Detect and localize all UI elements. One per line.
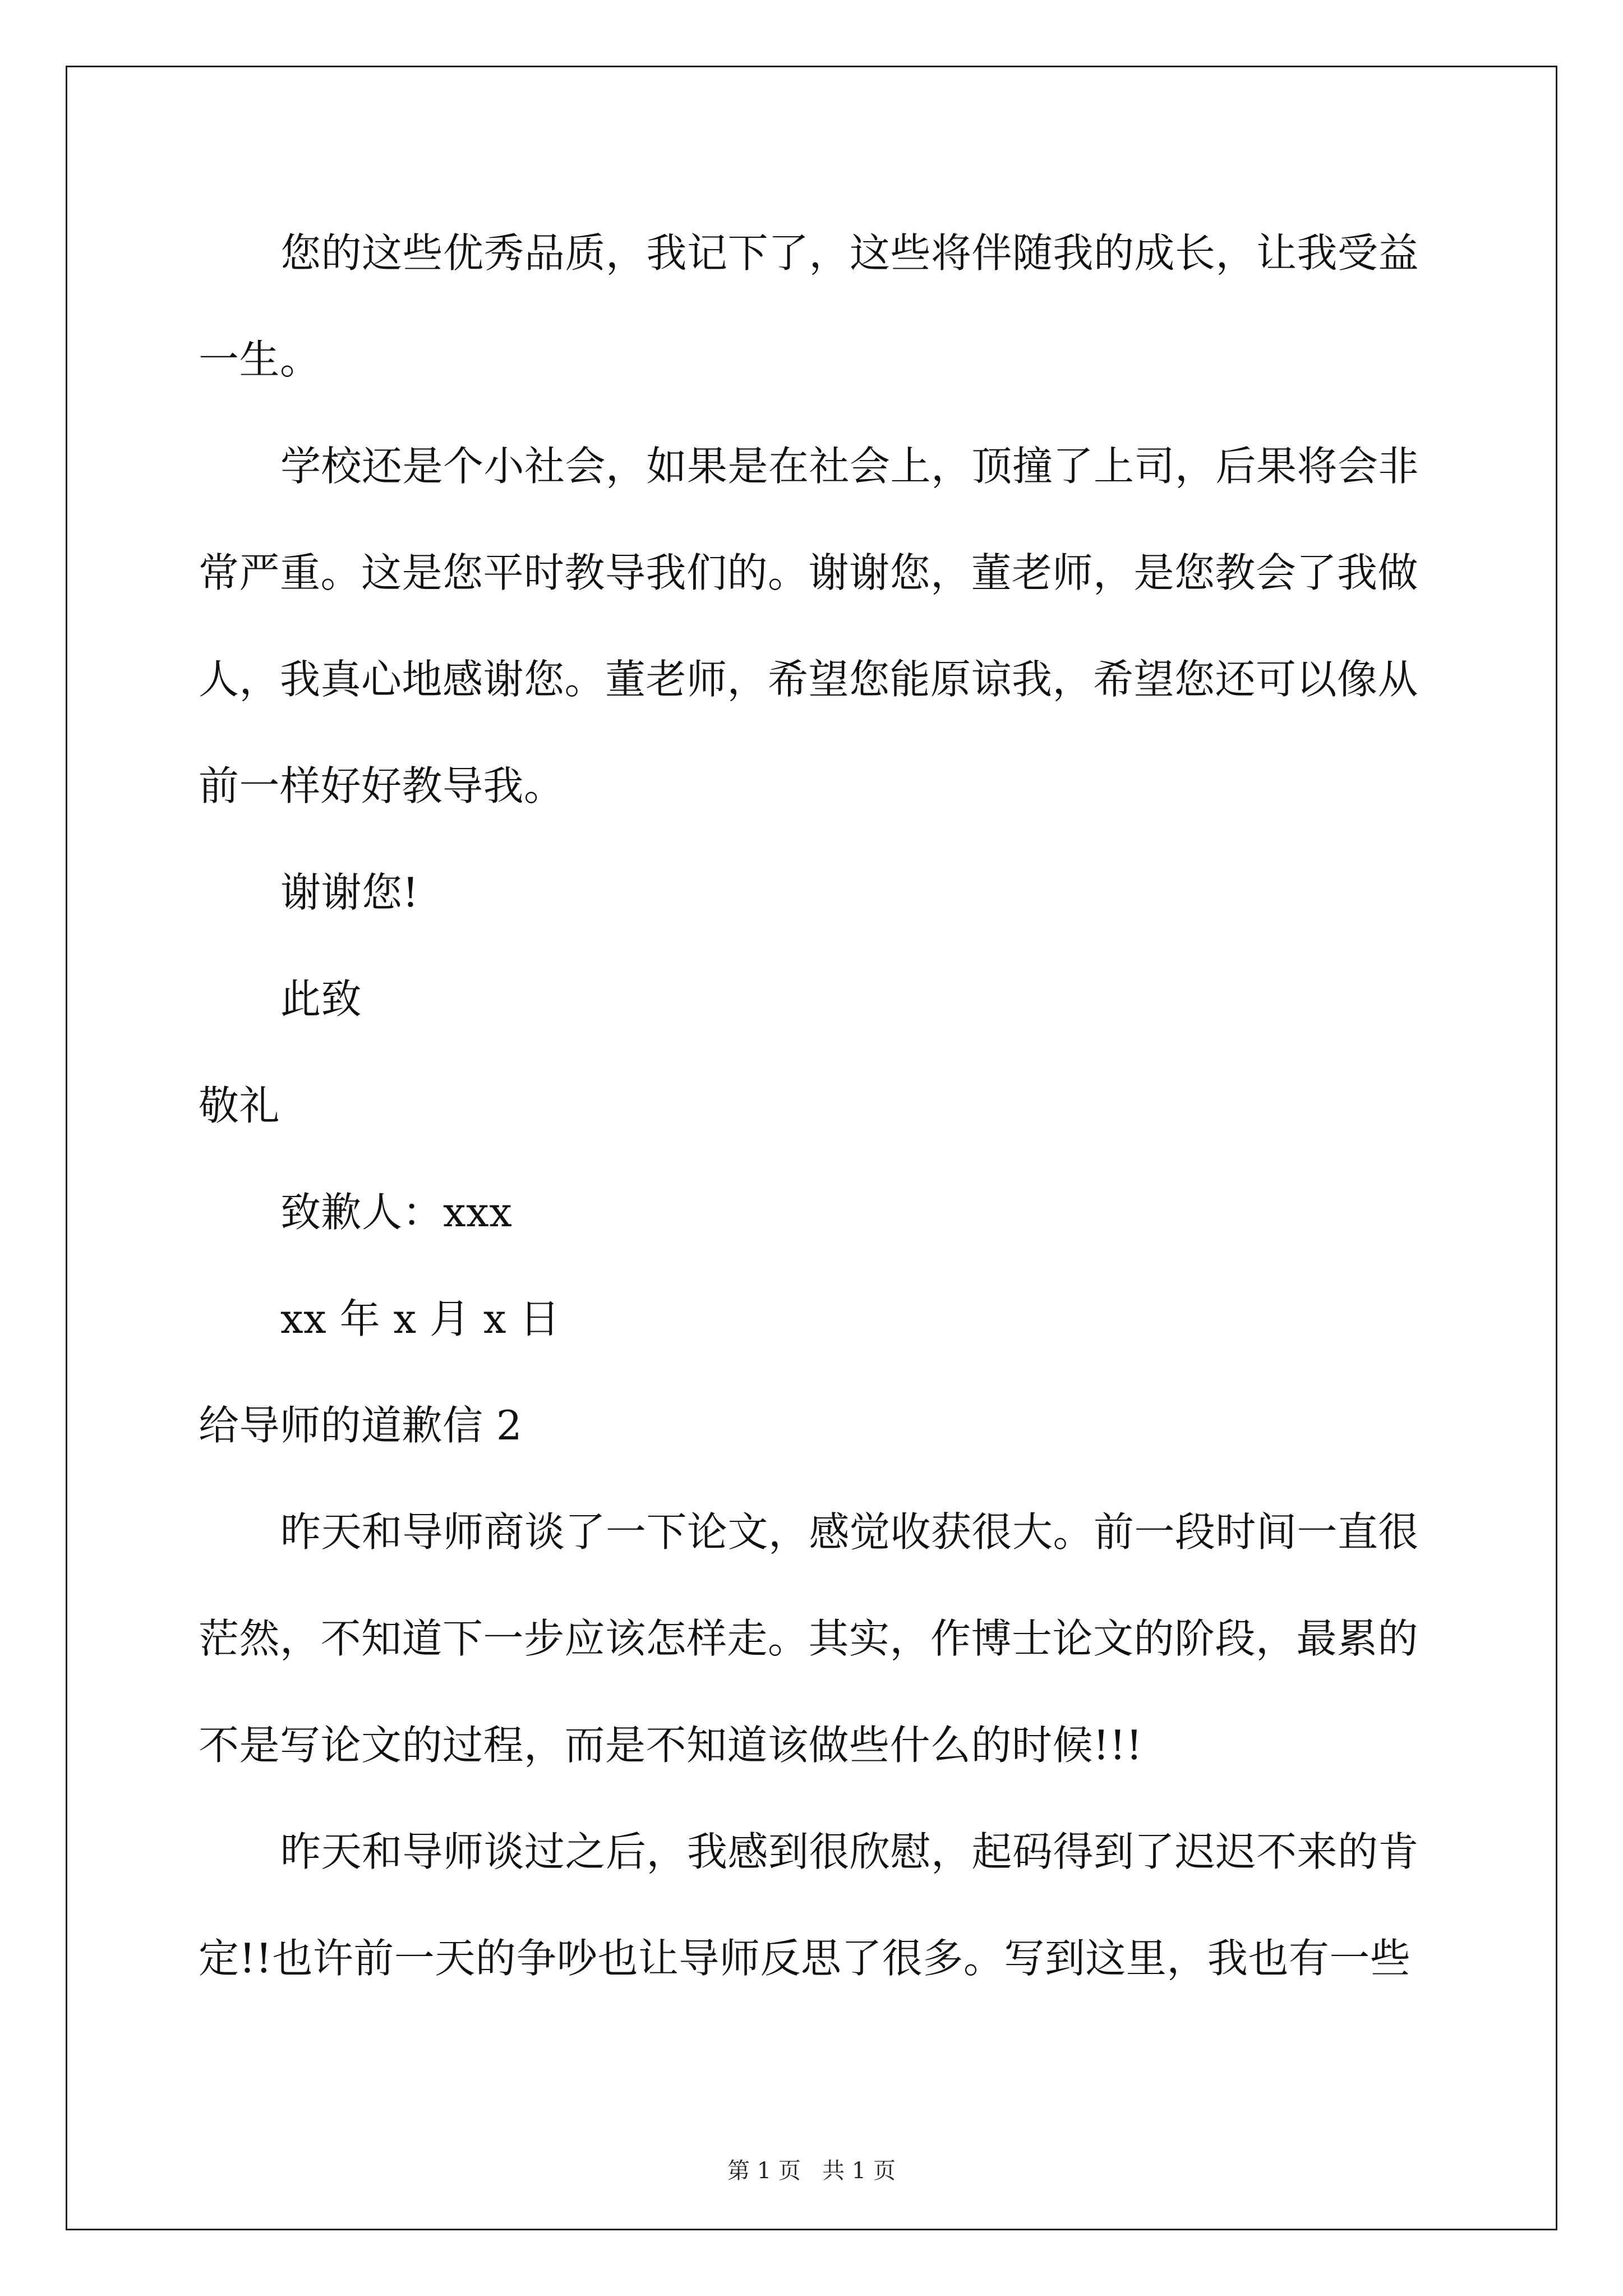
page-border [66,66,1557,2230]
signature-line: 致歉人：xxx [280,1189,513,1236]
paragraph-line: 定!!也许前一天的争吵也让导师反思了很多。写到这里，我也有一些 [199,1935,1411,1982]
paragraph-line: 学校还是个小社会，如果是在社会上，顶撞了上司，后果将会非 [280,443,1419,490]
paragraph-line: 昨天和导师谈过之后，我感到很欣慰，起码得到了迟迟不来的肯 [280,1828,1419,1875]
closing-salutation: 此致 [280,976,362,1023]
paragraph-line: 一生。 [199,336,321,383]
paragraph-line: 前一样好好教导我。 [199,762,565,809]
closing-thanks: 谢谢您! [280,869,419,916]
paragraph-line: 茫然，不知道下一步应该怎样走。其实，作博士论文的阶段，最累的 [199,1615,1419,1662]
paragraph-line: 昨天和导师商谈了一下论文，感觉收获很大。前一段时间一直很 [280,1508,1419,1556]
paragraph-line: 常严重。这是您平时教导我们的。谢谢您，董老师，是您教会了我做 [199,549,1419,596]
paragraph-line: 您的这些优秀品质，我记下了，这些将伴随我的成长，让我受益 [280,229,1419,277]
paragraph-line: 不是写论文的过程，而是不知道该做些什么的时候!!! [199,1722,1143,1769]
paragraph-line: 人，我真心地感谢您。董老师，希望您能原谅我，希望您还可以像从 [199,656,1419,703]
date-line: xx 年 x 月 x 日 [280,1295,560,1342]
closing-respect: 敬礼 [199,1082,280,1129]
section-title: 给导师的道歉信 2 [199,1402,523,1449]
page-footer: 第 1 页 共 1 页 [727,2158,896,2184]
